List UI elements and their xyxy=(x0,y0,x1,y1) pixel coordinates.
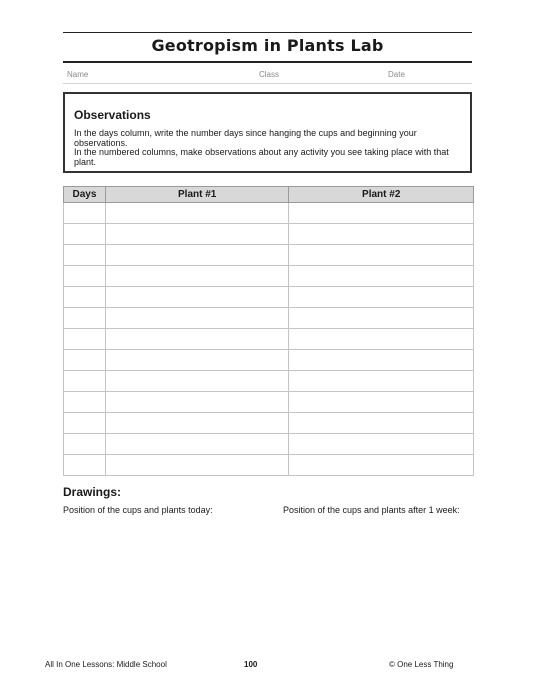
drawing-today-label: Position of the cups and plants today: xyxy=(63,505,213,515)
table-header-row xyxy=(64,187,474,203)
plant-2-cell[interactable] xyxy=(289,392,474,413)
plant-2-cell[interactable] xyxy=(289,434,474,455)
plant-2-cell[interactable] xyxy=(289,266,474,287)
table-row xyxy=(64,434,474,455)
name-field-label: Name xyxy=(67,70,89,79)
plant-1-cell[interactable] xyxy=(105,266,289,287)
days-cell[interactable] xyxy=(64,392,106,413)
table-body xyxy=(64,203,474,476)
footer-page-number: 100 xyxy=(244,660,258,669)
plant-2-cell[interactable] xyxy=(289,455,474,476)
observation-table xyxy=(63,186,474,476)
observations-instruction-1: In the days column, write the number days since hanging the cups and beginning your observations. xyxy=(74,128,417,148)
plant-2-cell[interactable] xyxy=(289,350,474,371)
drawings-heading: Drawings: xyxy=(63,485,122,499)
plant-1-cell[interactable] xyxy=(105,413,289,434)
table-row xyxy=(64,455,474,476)
table-row xyxy=(64,224,474,245)
days-cell[interactable] xyxy=(64,287,106,308)
plant-2-column-header: Plant #2 xyxy=(289,187,474,203)
table-row xyxy=(64,350,474,371)
plant-2-cell[interactable] xyxy=(289,287,474,308)
footer-copyright: © One Less Thing xyxy=(389,660,454,669)
days-cell[interactable] xyxy=(64,203,106,224)
plant-1-cell[interactable] xyxy=(105,371,289,392)
table-row xyxy=(64,392,474,413)
plant-2-cell[interactable] xyxy=(289,371,474,392)
days-cell[interactable] xyxy=(64,413,106,434)
drawing-week-label: Position of the cups and plants after 1 week: xyxy=(283,505,460,515)
plant-1-cell[interactable] xyxy=(105,434,289,455)
footer-book-title: All In One Lessons: Middle School xyxy=(45,660,167,669)
title-rule xyxy=(63,61,472,63)
plant-1-cell[interactable] xyxy=(105,203,289,224)
page-title: Geotropism in Plants Lab xyxy=(151,36,384,55)
observations-heading: Observations xyxy=(74,108,151,122)
table-row xyxy=(64,266,474,287)
days-cell[interactable] xyxy=(64,245,106,266)
plant-1-cell[interactable] xyxy=(105,224,289,245)
days-cell[interactable] xyxy=(64,266,106,287)
table-row xyxy=(64,413,474,434)
table-row xyxy=(64,308,474,329)
plant-1-cell[interactable] xyxy=(105,329,289,350)
observations-instruction-2: In the numbered columns, make observations about any activity you see taking place with that plant. xyxy=(74,147,449,167)
days-column-header: Days xyxy=(64,187,106,203)
plant-1-cell[interactable] xyxy=(105,350,289,371)
plant-1-cell[interactable] xyxy=(105,455,289,476)
student-info-row xyxy=(63,69,472,84)
days-cell[interactable] xyxy=(64,224,106,245)
days-cell[interactable] xyxy=(64,434,106,455)
plant-2-cell[interactable] xyxy=(289,224,474,245)
class-field-label: Class xyxy=(259,70,280,79)
plant-2-cell[interactable] xyxy=(289,308,474,329)
table-row xyxy=(64,245,474,266)
plant-1-cell[interactable] xyxy=(105,392,289,413)
days-cell[interactable] xyxy=(64,350,106,371)
days-cell[interactable] xyxy=(64,455,106,476)
plant-2-cell[interactable] xyxy=(289,245,474,266)
plant-2-cell[interactable] xyxy=(289,329,474,350)
plant-1-cell[interactable] xyxy=(105,308,289,329)
days-cell[interactable] xyxy=(64,371,106,392)
table-row xyxy=(64,371,474,392)
table-row xyxy=(64,329,474,350)
plant-1-column-header: Plant #1 xyxy=(105,187,289,203)
plant-1-cell[interactable] xyxy=(105,287,289,308)
days-cell[interactable] xyxy=(64,329,106,350)
table-row xyxy=(64,287,474,308)
plant-2-cell[interactable] xyxy=(289,413,474,434)
observations-box xyxy=(63,92,472,173)
table-row xyxy=(64,203,474,224)
plant-1-cell[interactable] xyxy=(105,245,289,266)
days-cell[interactable] xyxy=(64,308,106,329)
top-rule xyxy=(63,32,472,33)
date-field-label: Date xyxy=(388,70,405,79)
plant-2-cell[interactable] xyxy=(289,203,474,224)
